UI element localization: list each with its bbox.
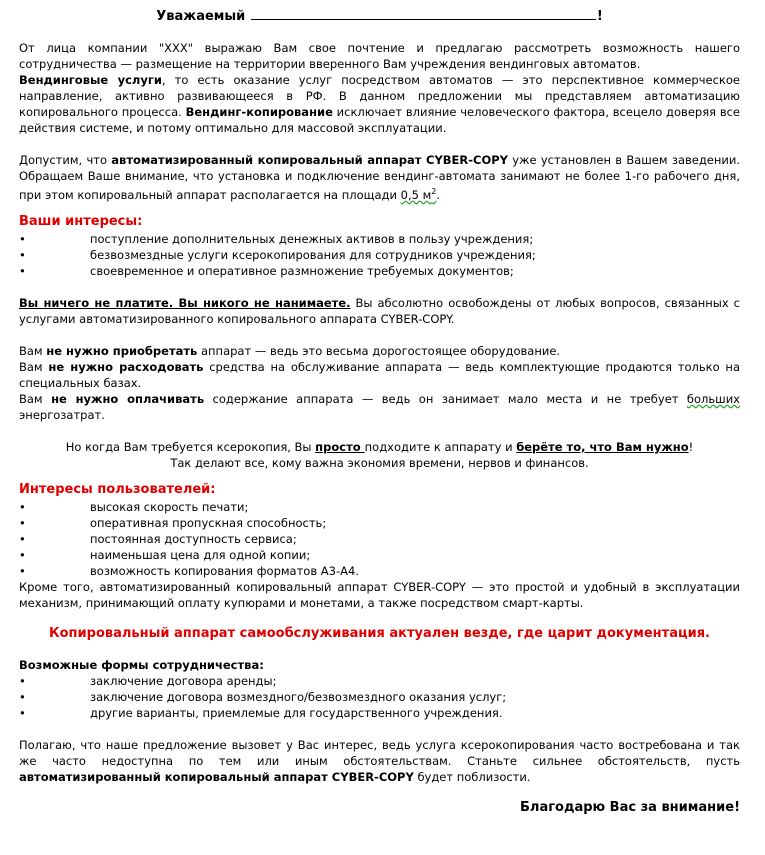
bullet-icon: • [19, 515, 26, 530]
list-item: • возможность копирования форматов А3-А4. [19, 563, 359, 578]
vending-copying-term: Вендинг-копирование [185, 105, 333, 119]
no-need-buy: Вам не нужно приобретать аппарат — ведь это весьма дорогостоящее оборудование. [19, 343, 561, 358]
list-item: • заключение договора аренды; [19, 673, 277, 688]
list-item: • другие варианты, приемлемые для государственного учреждения. [19, 705, 503, 720]
intro-paragraph-2: Вендинговые услуги, то есть оказание услуг посредством автоматов — это перспективное коммерческое направление, активно развивающееся в РФ. В данном предложении мы представляем автоматизацию копировального процесса. Вендинг-копирование исключает влияние человеческого фактора, всецело доверяя все действия системе, и потому оптимально для массовой эксплуатации. [19, 73, 741, 135]
user-interests-after: Кроме того, автоматизированный копировальный аппарат CYBER-COPY — это простой и удобный в эксплуатации механизм, принимающий оплату купюрами и монетами, а также посредством смарт-карты. [19, 579, 740, 610]
bullet-icon: • [19, 231, 26, 246]
greeting-end: ! [596, 9, 603, 24]
bullet-icon: • [19, 263, 26, 278]
assume-paragraph: Допустим, что автоматизированный копировальный аппарат CYBER-COPY уже установлен в Вашем заведении. Обращаем Ваше внимание, что установка и подключение вендинг-автомата занимают не более 1-го рабочего дня, при этом копировальный аппарат располагается на площади 0,5 $м^2$. [19, 153, 741, 202]
vending-services-term: Вендинговые услуги [19, 73, 162, 87]
bullet-icon: • [19, 547, 26, 562]
greeting-line [19, 6, 740, 26]
product-name: автоматизированный копировальный аппарат CYBER-COPY [111, 153, 508, 167]
your-interests-list [19, 231, 740, 279]
list-item: • безвозмездные услуги ксерокопирования для сотрудников учреждения; [19, 247, 536, 262]
forms-list [19, 673, 740, 721]
user-interests-heading: Интересы пользователей: [19, 481, 216, 497]
bullet-icon: • [19, 563, 26, 578]
slogan: Копировальный аппарат самообслуживания актуален везде, где царит документация. [48, 625, 710, 641]
bullet-icon: • [19, 689, 26, 704]
list-item: • постоянная доступность сервиса; [19, 531, 297, 546]
nothing-paragraph: Вы ничего не платите. Вы никого не нанимаете. Вы абсолютно освобождены от любых вопросов, связанных с услугами автоматизированного копировального аппарата CYBER-COPY. [19, 295, 740, 326]
list-item: • поступление дополнительных денежных активов в пользу учреждения; [19, 231, 534, 246]
area-value: 0,5 $м^2$ [400, 187, 437, 202]
greeting-word: Уважаемый [156, 9, 246, 24]
list-item: • оперативная пропускная способность; [19, 515, 327, 530]
your-interests-heading: Ваши интересы: [19, 213, 143, 229]
nothing-emphasis: Вы ничего не платите. Вы никого не нанимаете. [19, 295, 351, 310]
list-item: • наименьшая цена для одной копии; [19, 547, 311, 562]
letter-page [19, 6, 740, 817]
when-line-1: Но когда Вам требуется ксерокопия, Вы просто подходите к аппарату и берёте то, что Вам нужно! [65, 439, 694, 454]
no-need-pay: Вам не нужно оплачивать содержание аппарата — ведь он занимает мало места и не требует больших энергозатрат. [19, 391, 740, 422]
forms-heading: Возможные формы сотрудничества: [19, 657, 264, 672]
user-interests-list [19, 499, 740, 579]
bullet-icon: • [19, 673, 26, 688]
list-item: • заключение договора возмездного/безвозмездного оказания услуг; [19, 689, 507, 704]
bullet-icon: • [19, 705, 26, 720]
bullet-icon: • [19, 247, 26, 262]
no-need-spend: Вам не нужно расходовать средства на обслуживание аппарата — ведь комплектующие продаются только на специальных базах. [19, 359, 740, 390]
closing-paragraph: Полагаю, что наше предложение вызовет у Вас интерес, ведь услуга ксерокопирования часто востребована и так же часто недоступна по тем или иным обстоятельствам. Станьте сильнее обстоятельств, пусть автоматизированный копировальный аппарат CYBER-COPY будет поблизости. [19, 737, 740, 784]
thanks-line: Благодарю Вас за внимание! [520, 799, 740, 815]
bullet-icon: • [19, 499, 26, 514]
recipient-blank [251, 6, 596, 20]
list-item: • высокая скорость печати; [19, 499, 249, 514]
list-item: • своевременное и оперативное размножение требуемых документов; [19, 263, 514, 278]
bullet-icon: • [19, 531, 26, 546]
intro-paragraph-1: От лица компании "XXX" выражаю Вам свое почтение и предлагаю рассмотреть возможность нашего сотрудничества — размещение на территории вверенного Вам учреждения вендинговых автоматов. [19, 41, 740, 71]
when-line-2: Так делают все, кому важна экономия времени, нервов и финансов. [170, 455, 589, 470]
